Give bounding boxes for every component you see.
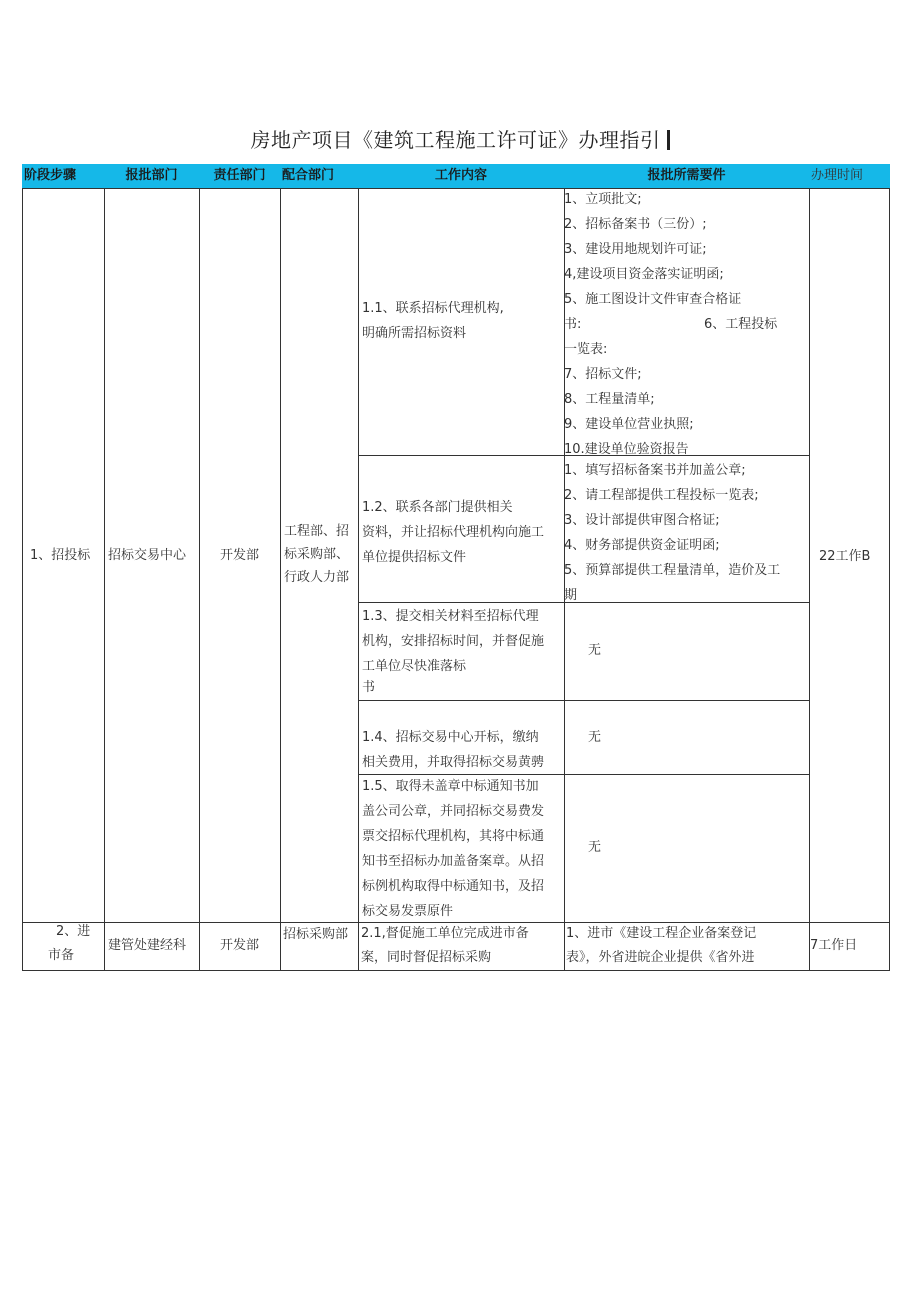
required-docs-2-1 xyxy=(566,922,809,970)
coop-dept-line: 工程部、招 xyxy=(284,524,350,539)
header-work: 工作内容 xyxy=(434,168,487,183)
doc-item: 3、建设用地规划许可证; xyxy=(564,242,707,257)
work-content-1-5 xyxy=(362,774,564,924)
work-line: 1.4、招标交易中心开标，缴纳 xyxy=(362,730,539,745)
doc-item: 5、施工图设计文件审查合格证 xyxy=(564,292,742,307)
work-line: 案，同时督促招标采购 xyxy=(361,950,492,965)
work-line: 2.1,督促施工单位完成进市备 xyxy=(361,926,529,941)
work-line: 1.3、提交相关材料至招标代理 xyxy=(362,609,539,624)
doc-item: 2、请工程部提供工程投标一览表; xyxy=(564,488,759,503)
header-docs: 报批所需要件 xyxy=(647,168,726,183)
grid-line xyxy=(358,602,809,603)
header-time: 办理时间 xyxy=(811,168,864,183)
work-line: 相关费用，并取得招标交易黄骋 xyxy=(362,755,545,770)
doc-item: 1、立项批文; xyxy=(564,192,642,207)
coop-dept-cell xyxy=(284,520,349,589)
grid-line xyxy=(358,700,809,701)
required-docs-1-5: 无 xyxy=(588,840,602,855)
stage-cell: 1、招投标 xyxy=(30,548,91,563)
doc-item: 9、建设单位营业执照; xyxy=(564,417,694,432)
approval-dept-cell-2: 建管处建经科 xyxy=(108,938,187,953)
time-cell-2: 7工作日 xyxy=(810,938,858,953)
doc-item: 5、预算部提供工程量清单，造价及工 xyxy=(564,563,781,578)
work-line: 盖公司公章，并同招标交易费发 xyxy=(362,804,545,819)
work-content-1-1 xyxy=(362,296,562,346)
doc-item: 书: xyxy=(564,317,582,332)
work-line: 1.5、取得未盖章中标通知书加 xyxy=(362,779,539,794)
header-resp-dept: 责任部门 xyxy=(213,168,266,183)
header-coop-dept: 配合部门 xyxy=(282,168,335,183)
work-line: 1.1、联系招标代理机构, xyxy=(362,301,504,316)
work-line: 书 xyxy=(362,680,376,695)
doc-item: 8、工程量清单; xyxy=(564,392,655,407)
work-content-1-4 xyxy=(362,725,564,775)
grid-line xyxy=(104,188,105,971)
grid-line xyxy=(358,188,359,971)
work-line: 标交易发票原件 xyxy=(362,904,454,919)
doc-item: 6、工程投标 xyxy=(704,317,778,332)
coop-dept-line: 行政人力部 xyxy=(284,570,350,585)
grid-line xyxy=(22,970,890,971)
coop-dept-line: 标采购部、 xyxy=(284,547,350,562)
doc-item: 2、招标备案书（三份）; xyxy=(564,217,707,232)
stage-line: 市备 xyxy=(48,948,75,963)
grid-line xyxy=(889,188,890,971)
work-content-1-3 xyxy=(362,604,564,697)
header-approval-dept: 报批部门 xyxy=(125,168,178,183)
work-line: 知书至招标办加盖备案章。从招 xyxy=(362,854,545,869)
stage-line: 2、进 xyxy=(56,924,91,939)
doc-item: 1、填写招标备案书并加盖公章; xyxy=(564,463,746,478)
required-docs-1-3: 无 xyxy=(588,643,602,658)
coop-dept-cell-2: 招标采购部 xyxy=(283,927,349,942)
resp-dept-cell-2: 开发部 xyxy=(219,938,259,953)
text-cursor xyxy=(667,130,670,150)
work-line: 单位提供招标文件 xyxy=(362,550,467,565)
grid-line xyxy=(22,188,23,971)
grid-line xyxy=(280,188,281,971)
required-docs-1-1 xyxy=(564,187,808,455)
work-line: 1.2、联系各部门提供相关 xyxy=(362,500,513,515)
resp-dept-cell: 开发部 xyxy=(219,548,259,563)
doc-item: 1、进市《建设工程企业备案登记 xyxy=(566,926,757,941)
approval-dept-cell: 招标交易中心 xyxy=(108,548,187,563)
doc-item: 4、财务部提供资金证明函; xyxy=(564,538,720,553)
doc-item: 7、招标文件; xyxy=(564,367,642,382)
grid-line xyxy=(809,188,810,971)
doc-item: 4,建设项目资金落实证明函; xyxy=(564,267,724,282)
work-line: 资料，并让招标代理机构向施工 xyxy=(362,525,545,540)
stage-cell-2 xyxy=(48,920,90,968)
doc-item: 一览表: xyxy=(564,342,608,357)
work-line: 明确所需招标资料 xyxy=(362,326,467,341)
doc-item: 期 xyxy=(564,588,578,602)
title-text: 房地产项目《建筑工程施工许可证》办理指引 xyxy=(250,128,661,152)
doc-item: 表》，外省进皖企业提供《省外进 xyxy=(566,950,755,965)
required-docs-1-4: 无 xyxy=(588,730,602,745)
doc-item: 10.建设单位验资报告 xyxy=(564,442,689,455)
work-line: 机构，安排招标时间，并督促施 xyxy=(362,634,545,649)
doc-item-row xyxy=(564,312,808,337)
work-content-2-1 xyxy=(361,922,564,970)
work-content-1-2 xyxy=(362,495,564,570)
document-title xyxy=(0,124,920,153)
work-line: 标例机构取得中标通知书，及招 xyxy=(362,879,545,894)
grid-line xyxy=(199,188,200,971)
doc-item: 3、设计部提供审图合格证; xyxy=(564,513,720,528)
header-stage: 阶段步骤 xyxy=(24,168,77,183)
required-docs-1-2 xyxy=(564,458,808,602)
work-line: 票交招标代理机构，其将中标通 xyxy=(362,829,545,844)
grid-line xyxy=(358,455,809,456)
work-line: 工单位尽快准落标 xyxy=(362,659,467,674)
time-cell: 22工作B xyxy=(819,549,871,564)
